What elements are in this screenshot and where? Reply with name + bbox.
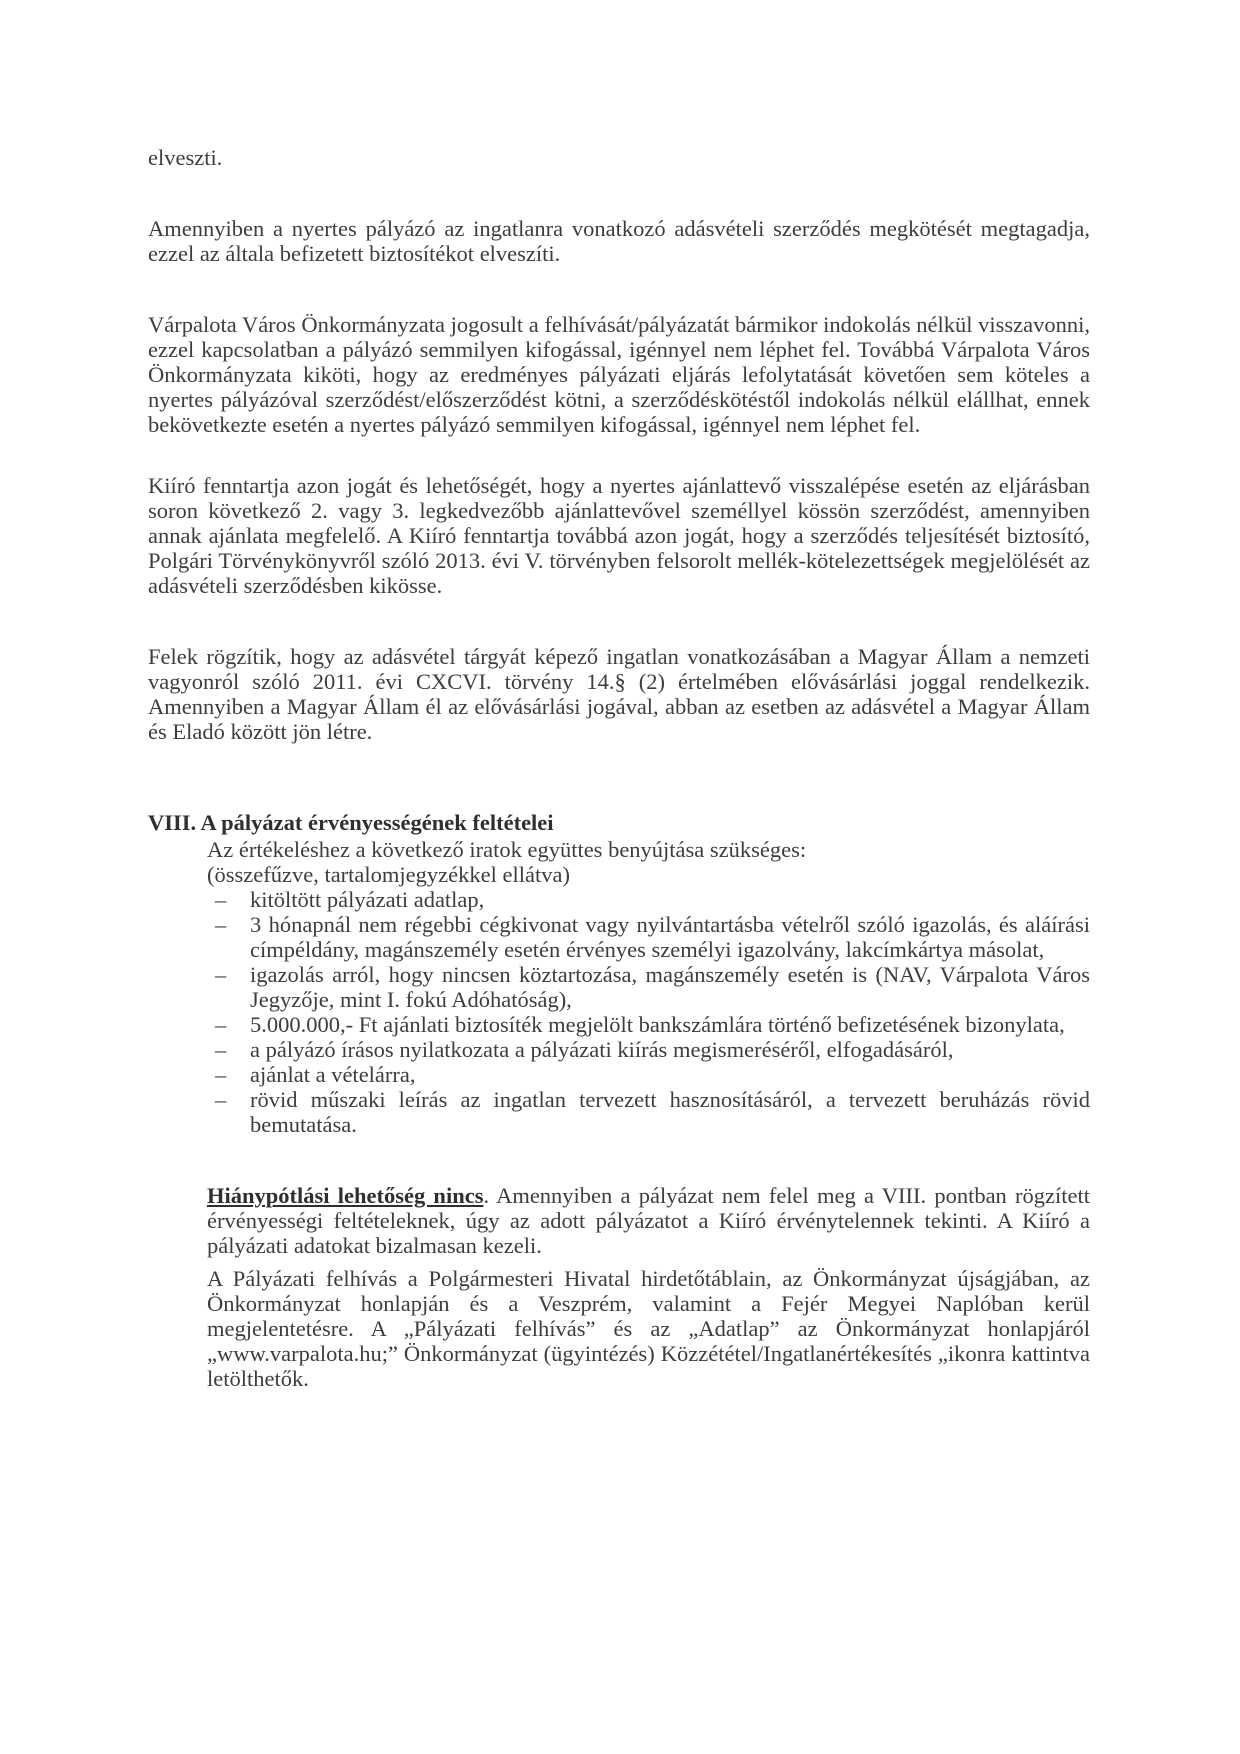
hianypotlas-text: . Amennyiben a pályázat nem felel meg a VIII. pontban rögzített érvényességi feltételeknek, úgy az adott pályázatot a Kiíró érvénytelennek tekinti. A Kiíró a pályázati adatokat bizalmasan kezeli. <box>207 1183 1090 1258</box>
spacer <box>148 266 1090 312</box>
spacer <box>148 744 1090 790</box>
paragraph-visszavonas: Várpalota Város Önkormányzata jogosult a felhívását/pályázatát bármikor indokolás nélkül visszavonni, ezzel kapcsolatban a pályázó semmilyen kifogással, igénnyel nem léphet fel. Továbbá Várpalota Város Önkormányzata kiköti, hogy az eredményes pályázati eljárás lefolytatását követően sem köteles a nyertes pályázóval szerződést/előszerződést kötni, a szerződéskötéstől indokolás nélkül elállhat, ennek bekövetkezte esetén a nyertes pályázó semmilyen kifogással, igénnyel nem léphet fel. <box>148 312 1090 437</box>
list-item-text: 5.000.000,- Ft ajánlati biztosíték megjelölt bankszámlára történő befizetésének bizonylata, <box>250 1012 1065 1037</box>
list-item-text: ajánlat a vételárra, <box>250 1062 416 1087</box>
dash-bullet-icon: – <box>215 1012 227 1037</box>
spacer <box>148 437 1090 473</box>
section-intro-line2: (összefűzve, tartalomjegyzékkel ellátva) <box>207 862 570 887</box>
list-item <box>207 962 1090 1012</box>
list-item <box>207 887 1090 912</box>
list-item <box>207 1037 1090 1062</box>
dash-bullet-icon: – <box>215 1062 227 1087</box>
spacer <box>148 1137 1090 1183</box>
dash-bullet-icon: – <box>215 962 227 987</box>
dash-bullet-icon: – <box>215 1087 227 1112</box>
spacer <box>148 790 1090 810</box>
dash-bullet-icon: – <box>215 912 227 937</box>
paragraph-elovasarlas: Felek rögzítik, hogy az adásvétel tárgyát képező ingatlan vonatkozásában a Magyar Állam a nemzeti vagyonról szóló 2011. évi CXCVI. törvény 14.§ (2) értelmében elővásárlási joggal rendelkezik. Amennyiben a Magyar Állam él az elővásárlási jogával, abban az esetben az adásvétel a Magyar Állam és Eladó között jön létre. <box>148 644 1090 744</box>
document-page <box>148 145 1090 1391</box>
spacer <box>148 1258 1090 1266</box>
list-item <box>207 1012 1090 1037</box>
spacer <box>148 598 1090 644</box>
list-item-text: rövid műszaki leírás az ingatlan tervezett hasznosításáról, a tervezett beruházás rövid bemutatása. <box>250 1087 1090 1137</box>
paragraph-biztositek: Amennyiben a nyertes pályázó az ingatlanra vonatkozó adásvételi szerződés megkötését megtagadja, ezzel az általa befizetett biztosítékot elveszíti. <box>148 216 1090 266</box>
list-item-text: 3 hónapnál nem régebbi cégkivonat vagy nyilvántartásba vételről szóló igazolás, és aláírási címpéldány, magánszemély esetén érvényes személyi igazolvány, lakcímkártya másolat, <box>250 912 1090 962</box>
dash-bullet-icon: – <box>215 887 227 912</box>
list-item <box>207 1062 1090 1087</box>
section-heading: VIII. A pályázat érvényességének feltételei <box>148 810 554 835</box>
hianypotlas-emphasis: Hiánypótlási lehetőség nincs <box>207 1183 484 1208</box>
requirements-list <box>207 887 1090 1137</box>
paragraph-hianypotlas <box>207 1183 1090 1258</box>
list-item <box>207 1087 1090 1137</box>
dash-bullet-icon: – <box>215 1037 227 1062</box>
list-item <box>207 912 1090 962</box>
paragraph-elveszti: elveszti. <box>148 145 223 170</box>
spacer <box>148 170 1090 216</box>
list-item-text: kitöltött pályázati adatlap, <box>250 887 485 912</box>
paragraph-kiiro-jogai: Kiíró fenntartja azon jogát és lehetőségét, hogy a nyertes ajánlattevő visszalépése esetén az eljárásban soron következő 2. vagy 3. legkedvezőbb ajánlattevővel személlyel kössön szerződést, amennyiben annak ajánlata megfelelő. A Kiíró fenntartja továbbá azon jogát, hogy a szerződés teljesítését biztosító, Polgári Törvénykönyvről szóló 2013. évi V. törvényben felsorolt mellék-kötelezettségek megjelölését az adásvételi szerződésben kikösse. <box>148 473 1090 598</box>
list-item-text: igazolás arról, hogy nincsen köztartozása, magánszemély esetén is (NAV, Várpalota Város Jegyzője, mint I. fokú Adóhatóság), <box>250 962 1090 1012</box>
paragraph-kozzetetel: A Pályázati felhívás a Polgármesteri Hivatal hirdetőtáblain, az Önkormányzat újságjában, az Önkormányzat honlapján és a Veszprém, valamint a Fejér Megyei Naplóban kerül megjelentetésre. A „Pályázati felhívás” és az „Adatlap” az Önkormányzat honlapjáról „www.varpalota.hu;” Önkormányzat (ügyintézés) Közzététel/Ingatlanértékesítés „ikonra kattintva letölthetők. <box>207 1266 1090 1391</box>
list-item-text: a pályázó írásos nyilatkozata a pályázati kiírás megismeréséről, elfogadásáról, <box>250 1037 954 1062</box>
section-intro-line1: Az értékeléshez a következő iratok együttes benyújtása szükséges: <box>207 837 807 862</box>
